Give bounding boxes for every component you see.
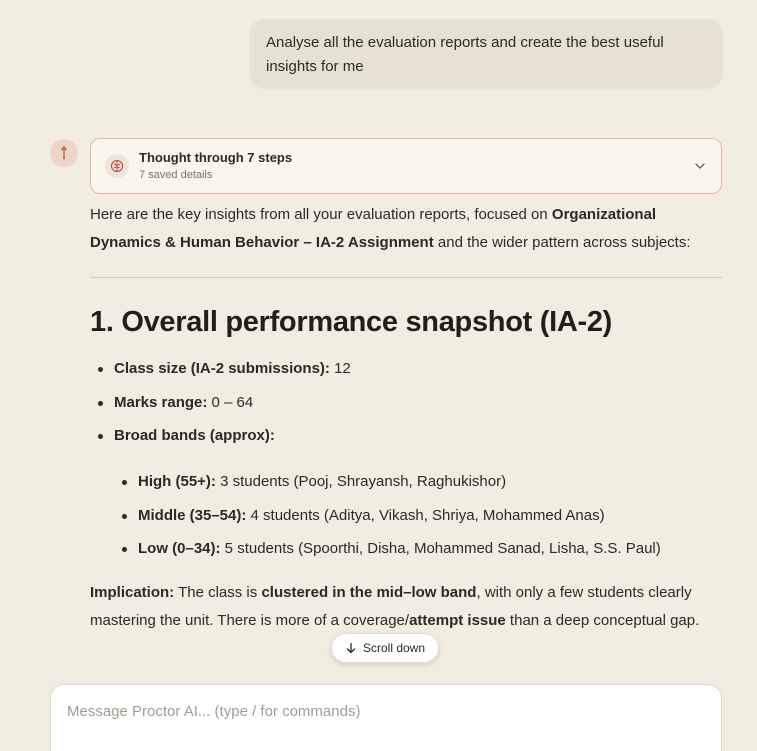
summary-list <box>90 358 722 560</box>
list-item: Broad bands (approx): High (55+): 3 students (Pooj, Shrayansh, Raghukishor) Middle (35–54): 4 students (Aditya, Vikash, Shriya, Mohammed Anas) Low (0–34): 5 students (Spoorthi, Disha, Mohammed Sanad, Lisha, S.S. Paul) <box>114 425 722 560</box>
assistant-avatar <box>50 139 78 167</box>
list-item: High (55+): 3 students (Pooj, Shrayansh, Raghukishor) <box>138 471 722 493</box>
section-heading: 1. Overall performance snapshot (IA-2) <box>90 306 613 338</box>
list-item: Low (0–34): 5 students (Spoorthi, Disha, Mohammed Sanad, Lisha, S.S. Paul) <box>138 538 722 560</box>
message-input[interactable] <box>67 703 705 720</box>
user-message-bubble: Analyse all the evaluation reports and create the best useful insights for me <box>250 19 722 87</box>
scroll-down-label: Scroll down <box>362 641 426 655</box>
chevron-down-icon[interactable] <box>693 159 707 173</box>
bands-list <box>114 471 722 560</box>
thought-title: Thought through 7 steps <box>139 150 293 165</box>
intro-paragraph: Here are the key insights from all your evaluation reports, focused on Organizational Dynamics & Human Behavior – IA-2 Assignment and the wider pattern across subjects: <box>90 206 691 251</box>
message-composer[interactable] <box>50 684 722 751</box>
thought-steps-card[interactable] <box>90 138 722 194</box>
pin-icon <box>58 146 70 160</box>
thought-subtitle: 7 saved details <box>139 169 213 181</box>
brain-icon <box>105 154 129 178</box>
assistant-response <box>90 201 722 635</box>
implication-paragraph: Implication: The class is clustered in the mid–low band, with only a few students clearly mastering the unit. There is more of a coverage/attempt issue than a deep conceptual gap. <box>90 584 700 629</box>
list-item: Middle (35–54): 4 students (Aditya, Vikash, Shriya, Mohammed Anas) <box>138 505 722 527</box>
list-item: Marks range: 0 – 64 <box>114 392 722 414</box>
arrow-down-icon <box>345 642 357 654</box>
list-item: Class size (IA-2 submissions): 12 <box>114 358 722 380</box>
scroll-down-button[interactable] <box>331 633 439 663</box>
divider <box>90 277 722 278</box>
